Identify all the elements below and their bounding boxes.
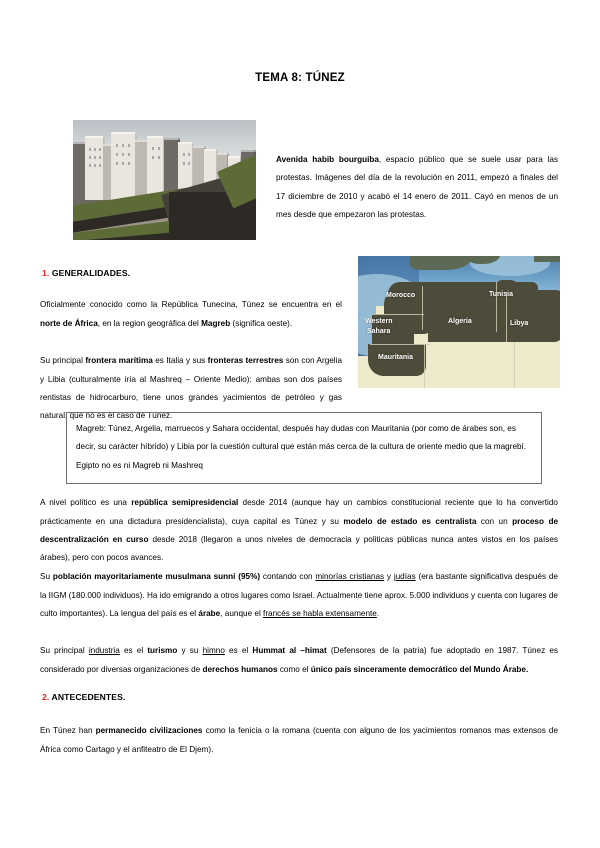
- para-text: Su principal: [40, 356, 86, 366]
- para-text: .: [376, 609, 380, 618]
- section-title: GENERALIDADES.: [51, 268, 131, 278]
- map-border-line: [496, 282, 497, 332]
- para-text: como el: [277, 664, 311, 674]
- photo-building: [111, 132, 137, 200]
- map-label-sahara: Sahara: [367, 328, 391, 335]
- para-bold: proceso de descentralización en curso: [40, 516, 558, 544]
- para-text: (era bastante significativa después de la IIGM (180.000 individuos). Ha ido emigrando a otros lugares como Israel. Actualmente tiene aprox. 5.000 individuos y cuenta con lugares de culto importantes). La lengua del país es el: [40, 572, 558, 618]
- page-title: TEMA 8: TÚNEZ: [255, 72, 345, 84]
- para-bold: población mayoritariamente musulmana sunni (95%): [52, 572, 261, 582]
- para-underline: industria: [88, 646, 120, 656]
- para-text: es Italia y sus: [152, 356, 208, 366]
- para-text: , aunque el: [220, 609, 264, 618]
- map-border-line: [514, 342, 515, 388]
- map-border-line: [424, 344, 425, 388]
- map-border-line: [506, 292, 507, 342]
- photo-building: [85, 136, 105, 200]
- para-text: como la fenicia o la romana (cuenta con alguno de los yacimientos romanos mas extensos de África como Cartago y el anfiteatro de El Djem).: [40, 726, 558, 754]
- para-text: y: [384, 572, 394, 582]
- paragraph-generalidades-3: [40, 494, 558, 568]
- callout-text: Magreb: Túnez, Argelia, marruecos y Sahara occidental, después hay dudas con Mauritania (por como de árabes son, es decir, su carácter híbrido) y Libia por la cuestión cultural que están más cerca de la cultura de oriente medio que la magrebí. Egipto no es ni Magreb ni Mashreq: [76, 424, 527, 470]
- para-bold: turismo: [147, 646, 178, 656]
- paragraph-generalidades-4: [40, 568, 558, 623]
- map-label-libya: Libya: [510, 320, 529, 327]
- map-europe-landmass: [534, 256, 560, 262]
- map-label-tunisia: Tunisia: [489, 291, 513, 298]
- para-text: desde 2014 (aunque hay un cambios constitucional reciente que lo ha convertido prácticamente en una dictadura presidencialista), cuya capital es Túnez y su: [40, 498, 558, 526]
- para-text: En Túnez han: [40, 726, 96, 736]
- para-text: A nivel político es una: [40, 498, 132, 508]
- para-underline: himno: [202, 646, 225, 656]
- map-border-line: [422, 286, 423, 330]
- north-africa-maghreb-map: [358, 256, 560, 388]
- para-text: desde 2018 (llegaron a unos niveles de democracia y politicas públicas nunca antes vistos en los países árabes), pero con pocos avances.: [40, 535, 558, 563]
- para-text: Su principal: [40, 646, 89, 656]
- para-text: es el: [224, 646, 253, 656]
- hero-caption-lead: Avenida habib bourguiba: [276, 155, 379, 165]
- para-text: , en la region geográfica del: [97, 318, 202, 328]
- para-text: Oficialmente conocido como la República Tunecina, Túnez se encuentra en el: [40, 300, 342, 310]
- para-bold: frontera marítima: [85, 356, 153, 366]
- section-number: 2.: [42, 692, 50, 702]
- para-text: Su: [40, 572, 53, 582]
- para-bold: Magreb: [201, 318, 231, 328]
- para-underline: minorías cristianas: [315, 572, 385, 582]
- para-bold: Hummat al –himat: [252, 646, 327, 656]
- hero-caption-rest: , espacio público que se suele usar para las protestas. Imágenes del día de la revolución en 2011, empezó a finales del 17 diciembre de 2010 y acabó el 14 enero de 2011. Cayó en menos de un mes desde que empezaron las protestas.: [276, 155, 558, 219]
- section-heading-generalidades: [42, 268, 130, 278]
- map-libya-landmass: [506, 290, 560, 342]
- paragraph-generalidades-1: [40, 296, 342, 333]
- para-text: (significa oeste).: [230, 318, 293, 328]
- para-bold: fronteras terrestres: [207, 356, 284, 366]
- para-text: con un: [476, 516, 513, 526]
- callout-magreb-definition: [66, 412, 542, 484]
- para-text: contando con: [260, 572, 316, 582]
- section-heading-antecedentes: [42, 692, 125, 702]
- para-underline: francés se habla extensamente: [263, 609, 377, 618]
- para-text: y su: [177, 646, 203, 656]
- paragraph-antecedentes-1: [40, 722, 558, 759]
- paragraph-generalidades-5: [40, 642, 558, 679]
- map-label-morocco: Morocco: [386, 292, 416, 299]
- para-bold: norte de África: [40, 318, 98, 328]
- hero-caption: [276, 151, 558, 224]
- photo-building: [147, 136, 165, 198]
- para-bold: modelo de estado es centralista: [343, 516, 477, 526]
- para-bold: derechos humanos: [202, 664, 278, 674]
- para-bold: árabe: [198, 609, 221, 618]
- map-label-western: Western: [365, 318, 393, 325]
- section-title: ANTECEDENTES.: [51, 692, 126, 702]
- para-text: (Defensores de la patria) fue adoptado en 1987. Túnez es considerado por diversas organizaciones de: [40, 646, 558, 674]
- para-bold: único país sinceramente democrático del Mundo Árabe.: [310, 664, 529, 674]
- para-bold: permanecido civilizaciones: [95, 726, 203, 736]
- map-label-mauritania: Mauritania: [378, 354, 414, 361]
- map-border-line: [370, 344, 430, 345]
- map-label-algeria: Algeria: [448, 318, 472, 325]
- para-underline: judías: [393, 572, 416, 582]
- map-border-line: [372, 314, 424, 315]
- para-bold: república semipresidencial: [131, 498, 239, 508]
- para-text: es el: [119, 646, 148, 656]
- section-number: 1.: [42, 268, 50, 278]
- para-text: son con Argelia y Libia (culturalmente iría al Mashreq – Oriente Medio): ambas son dos países rentistas de hidrocarburo, tiene unos grandes yacimientos de petróleo y gas natural, que no es el caso de Túnez.: [40, 356, 342, 421]
- avenida-habib-bourguiba-protest-photo: [73, 120, 256, 240]
